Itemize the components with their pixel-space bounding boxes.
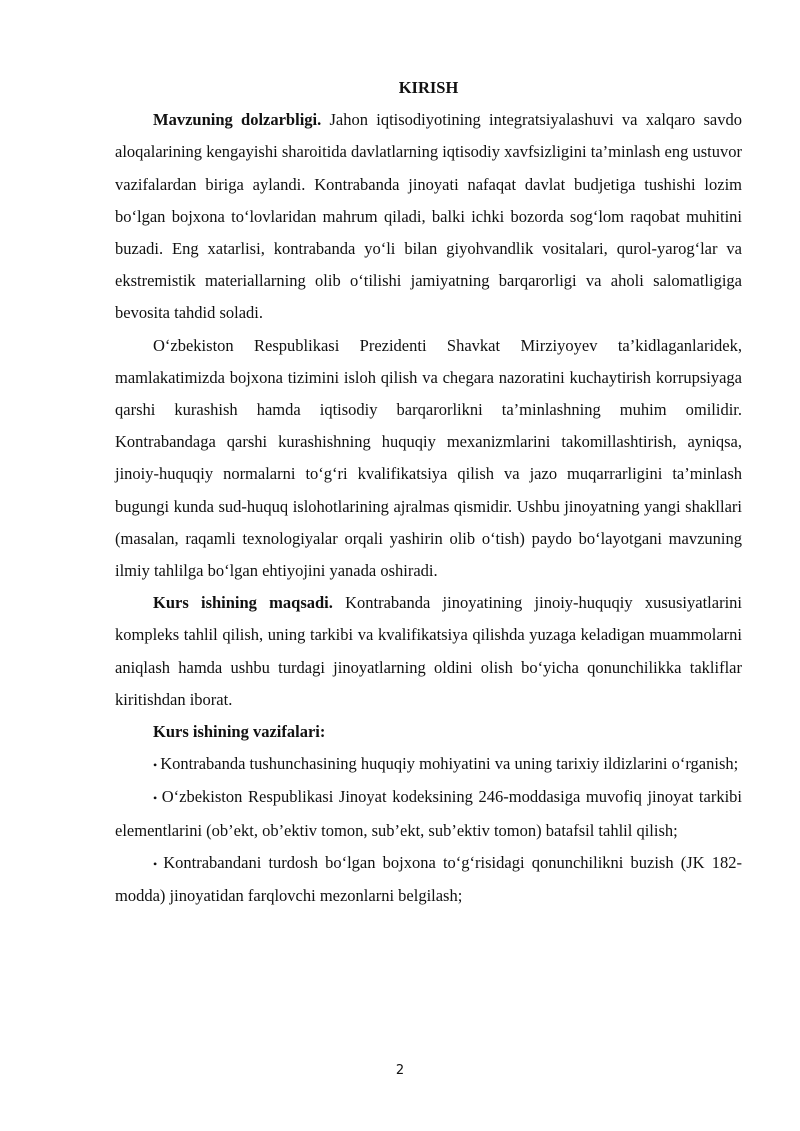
relevance-text: Jahon iqtisodiyotining integratsiyalashuvi va xalqaro savdo aloqalarining kengayishi sharoitida davlatlarning iqtisodiy xavfsizligini ta’minlash eng ustuvor vazifalardan biriga aylandi. Kontrabanda jinoyati nafaqat davlat budjetiga tushishi lozim bo‘lgan bojxona to‘lovlaridan mahrum qiladi, balki ichki bozorda sog‘lom raqobat muhitini buzadi. Eng xatarlisi, kontrabanda yo‘li bilan giyohvandlik vositalari, qurol-yarog‘lar va ekstremistik materiallarning olib o‘tilishi jamiyatning barqarorligi va aholi salomatligiga bevosita tahdid soladi. [115,110,742,323]
goal-text: Kontrabanda jinoyatining jinoiy-huquqiy xususiyatlarini kompleks tahlil qilish, uning tarkibi va kvalifikatsiya qilishda yuzaga keladigan muammolarni aniqlash hamda ushbu turdagi jinoyatlarning oldini olish bo‘yicha qonunchilikka takliflar kiritishdan iborat. [115,593,742,709]
task-item: • Kontrabandani turdosh bo‘lgan bojxona to‘g‘risidagi qonunchilikni buzish (JK 182-modda) jinoyatidan farqlovchi mezonlarni belgilash; [115,847,742,912]
task-item: • Kontrabanda tushunchasining huquqiy mohiyatini va uning tarixiy ildizlarini o‘rganish; [115,748,742,781]
relevance-paragraph [115,104,742,329]
relevance-lead: Mavzuning dolzarbligi. [153,110,322,130]
task-item: • O‘zbekiston Respublikasi Jinoyat kodeksining 246-moddasiga muvofiq jinoyat tarkibi elementlarini (ob’ekt, ob’ektiv tomon, sub’ekt, sub’ektiv tomon) batafsil tahlil qilish; [115,781,742,846]
tasks-heading: Kurs ishining vazifalari: [153,722,326,742]
page-number: 2 [395,1063,405,1078]
goal-lead: Kurs ishining maqsadi. [153,593,333,613]
goal-paragraph [115,587,742,716]
section-title: KIRISH [398,78,459,97]
document-body [115,72,742,912]
president-paragraph: O‘zbekiston Respublikasi Prezidenti Shavkat Mirziyoyev ta’kidlaganlaridek, mamlakatimizda bojxona tizimini isloh qilish va chegara nazoratini kuchaytirish korrupsiyaga qarshi kurashish hamda iqtisodiy barqarorlikni ta’minlashning muhim omilidir. Kontrabandaga qarshi kurashishning huquqiy mexanizmlarini takomillashtirish, ayniqsa, jinoiy-huquqiy normalarni to‘g‘ri kvalifikatsiya qilish va jazo muqarrarligini ta’minlash bugungi kunda sud-huquq islohotlarining ajralmas qismidir. Ushbu jinoyatning yangi shakllari (masalan, raqamli texnologiyalar orqali yashirin olib o‘tish) paydo bo‘layotgani mavzuning ilmiy tahlilga bo‘lgan ehtiyojini yanada oshiradi. [115,335,742,581]
